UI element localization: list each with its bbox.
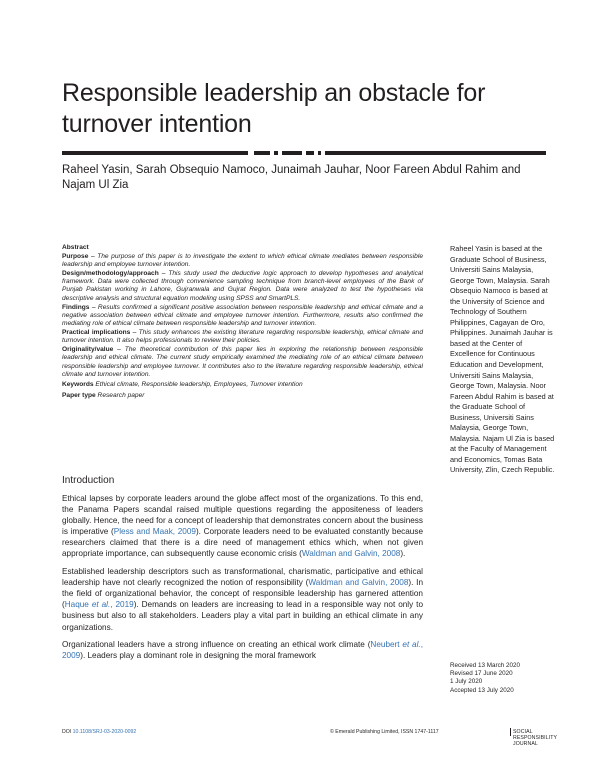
citation-link[interactable]: Waldman and Galvin, 2008	[308, 578, 409, 588]
abstract-findings: Findings – Results confirmed a significant positive association between responsible leadership and ethical climate and a negative association between ethical climate and employee turnover intention. Furthermore, results also confirmed the mediating role of ethical climate between responsible leadership and turnover intention.	[62, 303, 423, 328]
revised-date: Revised 17 June 2020	[450, 670, 513, 678]
introduction-heading: Introduction	[62, 475, 115, 486]
body-paragraph: Ethical lapses by corporate leaders around the globe affect most of the organizations. To this end, the Panama Papers scandal raised multiple questions regarding the appositeness of leaders globally. Hence, the need for a concept of leadership that demonstrates concern about the business is imperative (Pless and Maak, 2009). Corporate leaders need to be evaluated constantly because researchers claimed that there is a dire need of management ethics which, when not given appropriate importance, can subsequently cause economic crisis (Waldman and Galvin, 2008).	[62, 494, 423, 559]
abstract-keywords: Keywords Ethical climate, Responsible leadership, Employees, Turnover intention	[62, 381, 303, 389]
citation-link[interactable]: Haque et al., 2019	[64, 600, 134, 610]
title-divider	[62, 151, 546, 155]
author-list: Raheel Yasin, Sarah Obsequio Namoco, Junaimah Jauhar, Noor Fareen Abdul Rahim and Najam Ul Zia	[62, 164, 521, 191]
abstract-paper-type: Paper type Research paper	[62, 391, 145, 399]
abstract-purpose: Purpose – The purpose of this paper is to investigate the extent to which ethical climate mediates between responsible leadership and employee turnover intention.	[62, 252, 423, 269]
abstract-practical: Practical implications – This study enhances the existing literature regarding responsible leadership, ethical climate and turnover intention. It also helps professionals to review their policies.	[62, 328, 423, 345]
citation-link[interactable]: Waldman and Galvin, 2008	[301, 549, 401, 559]
journal-name: SOCIAL RESPONSIBILITY JOURNAL	[513, 729, 557, 747]
page-footer	[62, 729, 557, 747]
citation-link[interactable]: Neubert et al., 2009	[62, 640, 423, 661]
abstract-heading: Abstract	[62, 244, 89, 251]
citation-link[interactable]: Pless and Maak, 2009	[113, 527, 196, 537]
accepted-date: Accepted 13 July 2020	[450, 686, 514, 694]
doi: DOI 10.1108/SRJ-03-2020-0092	[62, 729, 137, 735]
submission-dates	[450, 662, 560, 695]
revised-date-2: 1 July 2020	[450, 678, 483, 686]
abstract-originality: Originality/value – The theoretical contribution of this paper lies in exploring the relationship between responsible leadership and ethical climate. The current study empirically examined the mediating role of an ethical climate between responsible leadership and employee turnover. It contributes also to the literature regarding responsible leadership, ethical climate and turnover intention.	[62, 346, 423, 378]
article-title: Responsible leadership an obstacle for turnover intention	[62, 79, 486, 138]
copyright: © Emerald Publishing Limited, ISSN 1747-1117	[330, 729, 439, 735]
received-date: Received 13 March 2020	[450, 662, 521, 669]
doi-link[interactable]: 10.1108/SRJ-03-2020-0092	[72, 729, 137, 735]
body-paragraph: Organizational leaders have a strong influence on creating an ethical work climate (Neubert et al., 2009). Leaders play a dominant role in designing the moral framework	[62, 640, 423, 661]
footer-separator	[510, 728, 511, 736]
author-affiliations: Raheel Yasin is based at the Graduate School of Business, Universiti Sains Malaysia, George Town, Malaysia. Sarah Obsequio Namoco is based at the University of Science and Technology of Southern Philippines, Cagayan de Oro, Philippines. Junaimah Jauhar is based at the Center of Excellence for Continuous Education and Development, Universiti Sains Malaysia, George Town, Malaysia. Noor Fareen Abdul Rahim is based at the Graduate School of Business, Universiti Sains Malaysia, George Town, Malaysia. Najam Ul Zia is based at the Faculty of Management and Economics, Tomas Bata University, Zlin, Czech Republic.	[450, 244, 555, 475]
abstract-design: Design/methodology/approach – This study used the deductive logic approach to develop hypotheses and analytical framework. Data were collected through convenience sampling technique from branch-level employees of the Bank of Punjab Pakistan working in Lahore, Gujranwala and Gujrat Region. Data were analyzed to test the hypotheses via descriptive analysis and structural equation modeling using SPSS and SmartPLS.	[62, 269, 423, 302]
abstract	[62, 244, 423, 400]
body-paragraph: Established leadership descriptors such as transformational, charismatic, participative and ethical leadership have not clearly recognized the notion of responsibility (Waldman and Galvin, 2008). In the field of organizational behavior, the concept of responsible leadership has garnered attention (Haque et al., 2019). Demands on leaders are increasing to lead in a responsible way not only to business but also to all stakeholders. Leaders play a vital part in building an ethical climate in any organizations.	[62, 567, 423, 632]
introduction-body	[62, 493, 423, 668]
